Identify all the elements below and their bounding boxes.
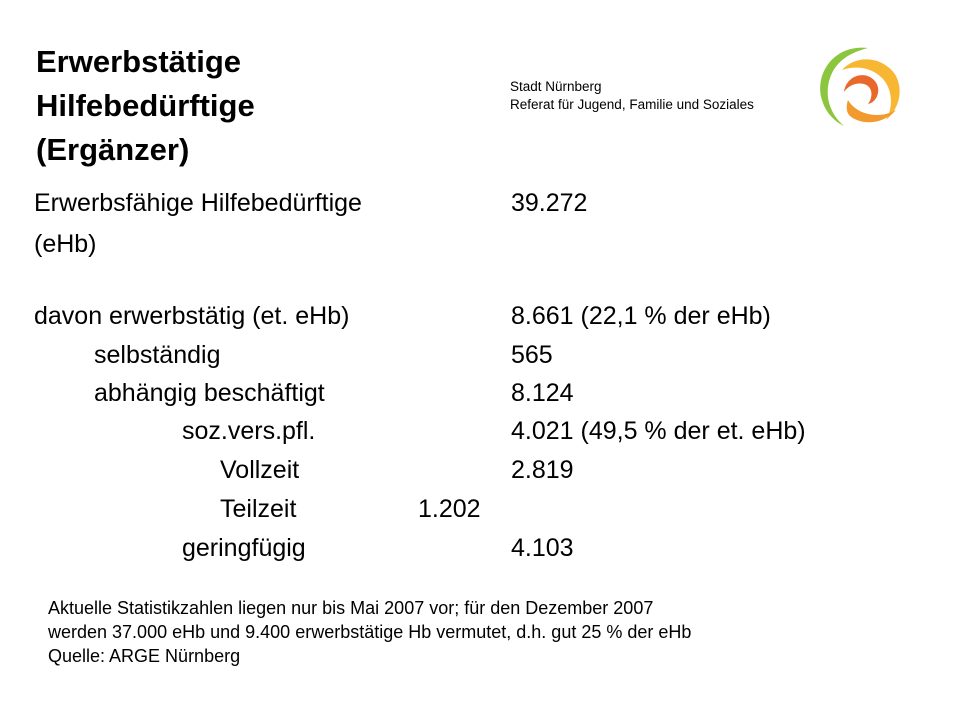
row-value-employed: 8.661 (22,1 % der eHb): [511, 302, 771, 330]
title-line-1: Erwerbstätige: [36, 44, 242, 79]
organization-name: [510, 78, 754, 114]
row-label-dependent: abhängig beschäftigt: [94, 379, 325, 407]
slide-title: [36, 40, 255, 172]
row-value-social-insured: 4.021 (49,5 % der et. eHb): [511, 417, 806, 445]
footnote-line-1: Aktuelle Statistikzahlen liegen nur bis Mai 2007 vor; für den Dezember 2007: [48, 598, 654, 618]
row-value-dependent: 8.124: [511, 379, 574, 407]
logo-orange-arc: [844, 75, 878, 104]
footnote: [48, 596, 691, 668]
row-label-ehb-abbrev: (eHb): [34, 230, 97, 258]
footnote-line-2: werden 37.000 eHb und 9.400 erwerbstätige Hb vermutet, d.h. gut 25 % der eHb: [48, 622, 692, 642]
row-label-marginal: geringfügig: [182, 534, 306, 562]
organization-line-2: Referat für Jugend, Familie und Soziales: [510, 97, 754, 112]
row-label-social-insured: soz.vers.pfl.: [182, 417, 316, 445]
row-value-self-employed: 565: [511, 341, 553, 369]
organization-line-1: Stadt Nürnberg: [510, 79, 602, 94]
row-label-self-employed: selbständig: [94, 341, 221, 369]
row-label-ehb: Erwerbsfähige Hilfebedürftige: [34, 189, 362, 217]
title-line-3: (Ergänzer): [36, 132, 190, 167]
spiral-swirl-logo: [812, 40, 908, 136]
row-value-part-time: 1.202: [418, 495, 481, 523]
row-label-part-time: Teilzeit: [220, 495, 297, 523]
row-label-employed: davon erwerbstätig (et. eHb): [34, 302, 350, 330]
row-value-full-time: 2.819: [511, 456, 574, 484]
row-label-full-time: Vollzeit: [220, 456, 300, 484]
title-line-2: Hilfebedürftige: [36, 88, 255, 123]
footnote-source: Quelle: ARGE Nürnberg: [48, 646, 241, 666]
row-value-marginal: 4.103: [511, 534, 574, 562]
logo-orange-tail: [847, 100, 896, 122]
row-value-ehb: 39.272: [511, 189, 588, 217]
